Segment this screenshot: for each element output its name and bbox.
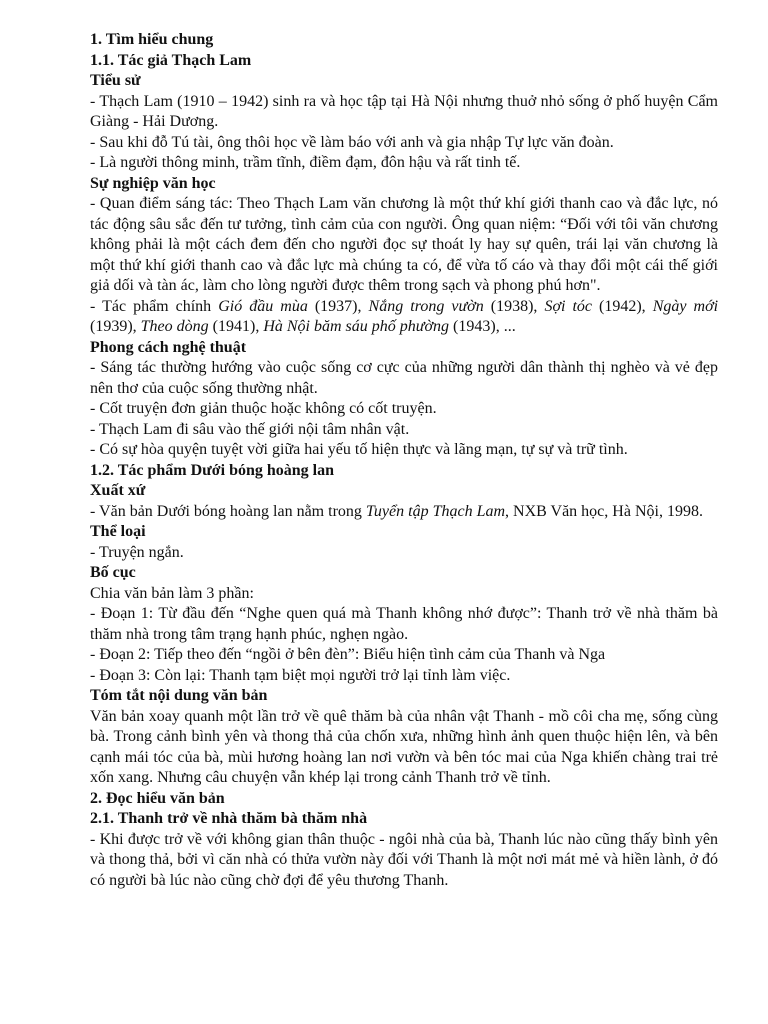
paragraph: Chia văn bản làm 3 phần:: [90, 584, 254, 602]
source-paragraph: [90, 502, 718, 523]
work-title: Theo dòng: [140, 318, 209, 335]
document-page: [90, 30, 718, 891]
works-paragraph: [90, 297, 718, 338]
paragraph: - Cốt truyện đơn giản thuộc hoặc không có cốt truyện.: [90, 400, 437, 417]
paragraph: - Sáng tác thường hướng vào cuộc sống cơ cực của những người dân thành thị nghèo và vẻ đẹp nên thơ của cuộc sống thường nhật.: [90, 359, 718, 397]
source-text: - Văn bản Dưới bóng hoàng lan nằm trong: [90, 502, 366, 520]
topic-heading: Tóm tắt nội dung văn bản: [90, 687, 268, 704]
paragraph: - Khi được trở về với không gian thân thuộc - ngôi nhà của bà, Thanh lúc nào cũng thấy bình yên và thong thả, bởi vì căn nhà có thửa vườn này đối với Thanh là một nơi mát mẻ và hiền lành, ở đó có người bà lúc nào cũng chờ đợi để yêu thương Thanh.: [90, 830, 718, 889]
topic-heading: Xuất xứ: [90, 482, 146, 499]
paragraph: Văn bản xoay quanh một lần trở về quê thăm bà của nhân vật Thanh - mồ côi cha mẹ, sống cùng bà. Trong cảnh bình yên và thong thả của chốn xưa, những hình ảnh quen thuộc hiện lên, và bên cạnh mái tóc của bà, mùi hương hoàng lan nơi vườn và bên tóc mai của Nga khiến chàng trai trẻ xốn xang. Nhưng câu chuyện vẫn khép lại trong cảnh Thanh trở về tỉnh.: [90, 707, 718, 786]
work-title: Gió đầu mùa: [218, 297, 308, 315]
work-title: Nắng trong vườn: [368, 297, 484, 315]
topic-heading: Thể loại: [90, 523, 146, 540]
source-title: Tuyển tập Thạch Lam: [365, 502, 506, 520]
paragraph: - Quan điểm sáng tác: Theo Thạch Lam văn chương là một thứ khí giới thanh cao và đắc lực, nó tác động sâu sắc đến tư tưởng, tình cảm của con người. Ông quan niệm: “Đối với tôi văn chương không phải là một cách đem đến cho người đọc sự thoát ly hay sự quên, trái lại văn chương là một thứ khí giới thanh cao và đắc lực mà chúng ta có, để vừa tố cáo và thay đổi một cái thế giới giả dối và tàn ác, làm cho lòng người được thêm trong sạch và phong phú hơn".: [90, 195, 718, 294]
section-heading: 1. Tìm hiểu chung: [90, 31, 214, 48]
paragraph: - Thạch Lam (1910 – 1942) sinh ra và học tập tại Hà Nội nhưng thuở nhỏ sống ở phố huyện Cẩm Giàng - Hải Dương.: [90, 92, 718, 130]
subsection-heading: 2.1. Thanh trở về nhà thăm bà thăm nhà: [90, 810, 368, 827]
paragraph: - Thạch Lam đi sâu vào thế giới nội tâm nhân vật.: [90, 420, 410, 438]
source-text: , NXB Văn học, Hà Nội, 1998.: [505, 502, 703, 520]
topic-heading: Tiểu sử: [90, 72, 141, 89]
topic-heading: Phong cách nghệ thuật: [90, 338, 247, 356]
work-title: Ngày mới: [652, 297, 719, 315]
section-heading: 2. Đọc hiểu văn bản: [90, 789, 225, 807]
topic-heading: Sự nghiệp văn học: [90, 174, 216, 192]
works-text: (1938),: [483, 297, 545, 315]
paragraph: - Đoạn 2: Tiếp theo đến “ngồi ở bên đèn”: Biểu hiện tình cảm của Thanh và Nga: [90, 646, 606, 663]
paragraph: - Đoạn 3: Còn lại: Thanh tạm biệt mọi người trở lại tỉnh làm việc.: [90, 666, 511, 684]
works-text: (1939),: [90, 318, 141, 335]
paragraph: - Truyện ngắn.: [90, 543, 184, 561]
works-text: - Tác phẩm chính: [90, 297, 219, 315]
paragraph: - Có sự hòa quyện tuyệt vời giữa hai yếu tố hiện thực và lãng mạn, tự sự và trữ tình.: [90, 441, 628, 458]
work-title: Hà Nội băm sáu phố phường: [263, 318, 450, 335]
topic-heading: Bố cục: [90, 564, 136, 581]
subsection-heading: 1.2. Tác phẩm Dưới bóng hoàng lan: [90, 461, 335, 479]
work-title: Sợi tóc: [544, 297, 592, 315]
subsection-heading: 1.1. Tác giả Thạch Lam: [90, 51, 252, 69]
works-text: (1942),: [592, 297, 653, 315]
works-text: (1941),: [208, 318, 264, 335]
works-text: (1943), ...: [449, 318, 516, 335]
paragraph: - Đoạn 1: Từ đầu đến “Nghe quen quá mà Thanh không nhớ được”: Thanh trở về nhà thăm bà thăm nhà trong tâm trạng hạnh phúc, nghẹn ngào.: [90, 605, 718, 643]
paragraph: - Sau khi đỗ Tú tài, ông thôi học về làm báo với anh và gia nhập Tự lực văn đoàn.: [90, 133, 614, 151]
paragraph: - Là người thông minh, trầm tĩnh, điềm đạm, đôn hậu và rất tinh tế.: [90, 154, 521, 171]
works-text: (1937),: [307, 297, 369, 315]
